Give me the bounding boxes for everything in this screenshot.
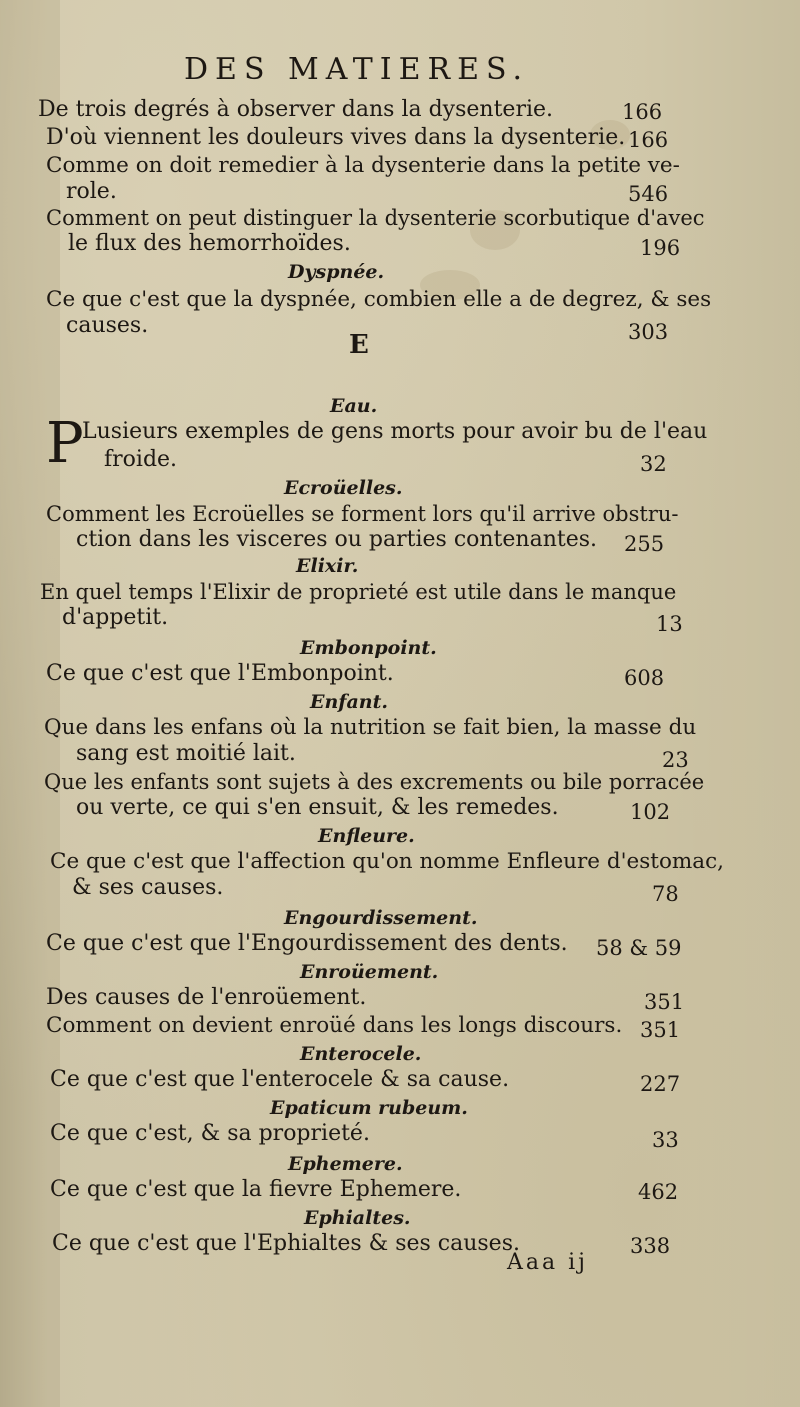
entry-line: Ce que c'est que l'Engourdissement des dents. bbox=[46, 931, 568, 956]
entry-line: froide. bbox=[104, 447, 178, 472]
page-number: 227 bbox=[640, 1072, 681, 1096]
entry-line: De trois degrés à observer dans la dysenterie. bbox=[38, 97, 554, 122]
entry-line: Ce que c'est que l'Embonpoint. bbox=[46, 661, 394, 686]
entry-line: Ce que c'est que la dyspnée, combien elle a de degrez, & ses bbox=[46, 287, 712, 312]
entry-line: Ce que c'est que la fievre Ephemere. bbox=[50, 1177, 462, 1202]
entry-line: Comme on doit remedier à la dysenterie dans la petite ve- bbox=[46, 153, 680, 178]
entry-heading: Enroüement. bbox=[300, 961, 439, 983]
drop-cap: P bbox=[46, 411, 84, 476]
entry-heading: Ephemere. bbox=[288, 1153, 403, 1175]
entry-line: Comment on devient enroüé dans les longs discours. bbox=[46, 1013, 623, 1038]
page-number: 166 bbox=[622, 100, 663, 124]
entry-line: En quel temps l'Elixir de proprieté est utile dans le manque bbox=[40, 580, 677, 604]
entry-line: le flux des hemorrhoïdes. bbox=[68, 231, 351, 256]
entry-line: Comment on peut distinguer la dysenterie scorbutique d'avec bbox=[46, 206, 705, 230]
entry-line: Ce que c'est que l'Ephialtes & ses causes. bbox=[52, 1231, 520, 1256]
entry-heading: Epaticum rubeum. bbox=[270, 1097, 468, 1119]
page-number: 196 bbox=[640, 236, 681, 260]
page-number: 303 bbox=[628, 320, 669, 344]
page-number: 462 bbox=[638, 1180, 679, 1204]
running-head: DES MATIERES. bbox=[184, 52, 530, 87]
entry-line: Que dans les enfans où la nutrition se fait bien, la masse du bbox=[44, 715, 697, 740]
page-number: 255 bbox=[624, 532, 665, 556]
section-letter: E bbox=[349, 330, 369, 360]
page-number: 58 & 59 bbox=[596, 936, 682, 960]
entry-heading: Engourdissement. bbox=[284, 907, 478, 929]
page-number: 23 bbox=[662, 748, 689, 772]
page-number: 13 bbox=[656, 612, 683, 636]
entry-heading: Ecroüelles. bbox=[284, 477, 403, 499]
entry-line: d'appetit. bbox=[62, 605, 169, 630]
page-number: 546 bbox=[628, 182, 669, 206]
page-number: 78 bbox=[652, 882, 679, 906]
entry-line: Comment les Ecroüelles se forment lors qu'il arrive obstru- bbox=[46, 502, 679, 526]
entry-heading: Embonpoint. bbox=[300, 637, 437, 659]
entry-line: Ce que c'est que l'enterocele & sa cause. bbox=[50, 1067, 510, 1092]
page-number: 608 bbox=[624, 666, 665, 690]
entry-heading: Enterocele. bbox=[300, 1043, 422, 1065]
entry-line: Ce que c'est, & sa proprieté. bbox=[50, 1121, 370, 1146]
entry-heading: Dyspnée. bbox=[288, 261, 385, 283]
page-number: 351 bbox=[644, 990, 685, 1014]
page-number: 351 bbox=[640, 1018, 681, 1042]
page-number: 32 bbox=[640, 452, 667, 476]
entry-line: sang est moitié lait. bbox=[76, 741, 296, 766]
entry-line: causes. bbox=[66, 313, 149, 338]
page-number: 338 bbox=[630, 1234, 671, 1258]
entry-line: ction dans les visceres ou parties contenantes. bbox=[76, 527, 598, 552]
entry-heading: Elixir. bbox=[296, 555, 359, 577]
entry-line: Lusieurs exemples de gens morts pour avoir bu de l'eau bbox=[82, 419, 708, 444]
entry-heading: Ephialtes. bbox=[304, 1207, 411, 1229]
entry-heading: Eau. bbox=[330, 395, 378, 417]
page-number: 102 bbox=[630, 800, 671, 824]
entry-heading: Enfant. bbox=[310, 691, 388, 713]
page-number: 166 bbox=[628, 128, 669, 152]
entry-line: D'où viennent les douleurs vives dans la dysenterie. bbox=[46, 125, 626, 150]
entry-heading: Enfleure. bbox=[318, 825, 415, 847]
page-number: 33 bbox=[652, 1128, 679, 1152]
entry-line: & ses causes. bbox=[72, 875, 224, 900]
signature-mark: Aaa ij bbox=[507, 1250, 588, 1275]
entry-line: Que les enfants sont sujets à des excrements ou bile porracée bbox=[44, 770, 705, 794]
entry-line: Des causes de l'enroüement. bbox=[46, 985, 367, 1010]
entry-line: role. bbox=[66, 179, 117, 204]
entry-line: Ce que c'est que l'affection qu'on nomme Enfleure d'estomac, bbox=[50, 849, 724, 874]
entry-line: ou verte, ce qui s'en ensuit, & les remedes. bbox=[76, 795, 559, 820]
